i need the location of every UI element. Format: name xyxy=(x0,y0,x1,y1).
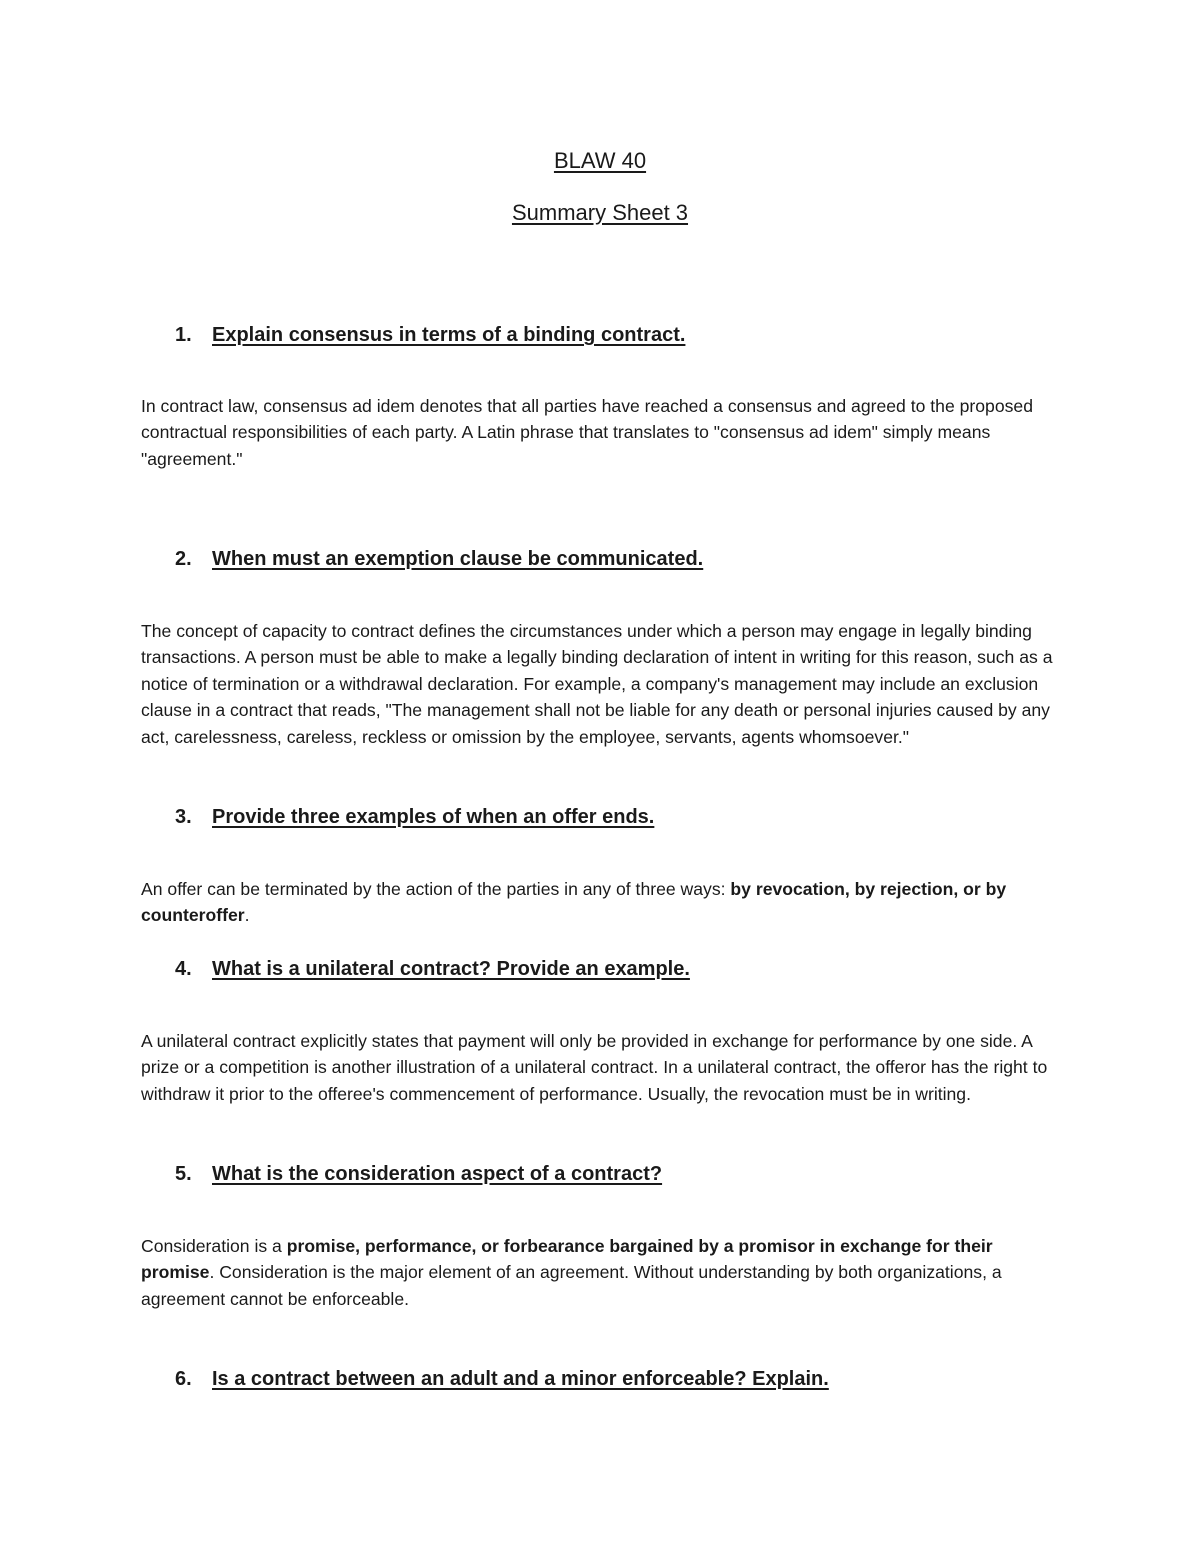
question-1-heading xyxy=(175,322,685,348)
answer-3 xyxy=(141,876,1061,929)
question-3-number: 3. xyxy=(175,806,192,828)
answer-1-part-1: In contract law, consensus ad idem denotes that all parties have reached a consensus and agreed to the proposed contractual responsibilities of each party. A Latin phrase that translates to "consensus ad idem" simply means "agreement." xyxy=(141,396,1033,469)
answer-5 xyxy=(141,1233,1061,1312)
question-4-text: What is a unilateral contract? Provide an example. xyxy=(212,958,690,980)
question-3-heading xyxy=(175,804,654,830)
answer-2 xyxy=(141,618,1061,750)
question-2-heading xyxy=(175,546,703,572)
question-6-text: Is a contract between an adult and a minor enforceable? Explain. xyxy=(212,1368,829,1390)
question-3-text: Provide three examples of when an offer ends. xyxy=(212,806,655,828)
answer-1 xyxy=(141,393,1061,472)
question-4-heading xyxy=(175,956,690,982)
answer-4-part-1: A unilateral contract explicitly states that payment will only be provided in exchange for performance by one side. A prize or a competition is another illustration of a unilateral contract. In a unilateral contract, the offeror has the right to withdraw it prior to the offeree's commencement of performance. Usually, the revocation must be in writing. xyxy=(141,1031,1048,1104)
question-1-number: 1. xyxy=(175,324,192,346)
question-2-number: 2. xyxy=(175,548,192,570)
document-subtitle: Summary Sheet 3 xyxy=(511,200,689,225)
answer-3-part-3: . xyxy=(244,905,250,926)
question-5-number: 5. xyxy=(175,1163,192,1185)
answer-5-part-3: . Consideration is the major element of an agreement. Without understanding by both organizations, a agreement cannot be enforceable. xyxy=(141,1262,1002,1309)
question-4-number: 4. xyxy=(175,958,192,980)
answer-5-part-1: Consideration is a xyxy=(141,1236,287,1256)
question-5-text: What is the consideration aspect of a contract? xyxy=(212,1163,663,1185)
question-6-heading xyxy=(175,1366,829,1392)
course-title: BLAW 40 xyxy=(553,148,647,173)
answer-3-part-1: An offer can be terminated by the action of the parties in any of three ways: xyxy=(141,879,731,899)
answer-2-part-1: The concept of capacity to contract defines the circumstances under which a person may engage in legally binding transactions. A person must be able to make a legally binding declaration of intent in writing for this reason, such as a notice of termination or a withdrawal declaration. For example, a company's management may include an exclusion clause in a contract that reads, "The management shall not be liable for any death or personal injuries caused by any act, carelessness, careless, reckless or omission by the employee, servants, agents whomsoever." xyxy=(141,621,1053,747)
question-6-number: 6. xyxy=(175,1368,192,1390)
answer-5-part-2-bold: promise, performance, or forbearance bargained by a promisor in exchange for their promise xyxy=(141,1236,993,1283)
question-5-heading xyxy=(175,1161,662,1187)
question-1-text: Explain consensus in terms of a binding contract. xyxy=(212,324,686,346)
answer-4 xyxy=(141,1028,1061,1107)
question-2-text: When must an exemption clause be communicated. xyxy=(212,548,704,570)
answer-3-part-2-bold: by revocation, by rejection, or by counteroffer xyxy=(141,879,1007,926)
